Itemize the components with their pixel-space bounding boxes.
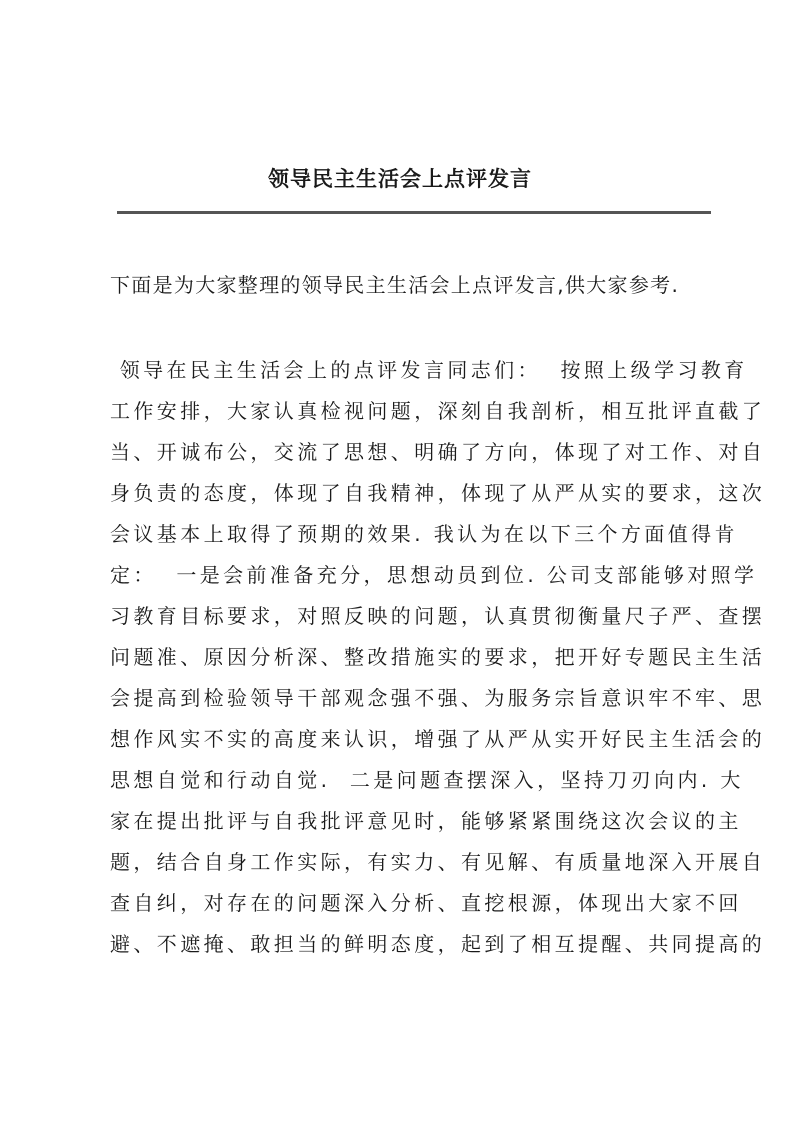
body-line: 避、不遮掩、敢担当的鲜明态度，起到了相互提醒、共同提高的 <box>110 932 766 956</box>
body-line: 定： 一是会前准备充分，思想动员到位. 公司支部能够对照学 <box>110 563 758 587</box>
body-line: 问题准、原因分析深、整改措施实的要求，把开好专题民主生活 <box>110 645 766 669</box>
body-text <box>110 350 766 965</box>
body-line: 领导在民主生活会上的点评发言同志们： 按照上级学习教育 <box>110 358 748 382</box>
body-line: 思想自觉和行动自觉. 二是问题查摆深入，坚持刀刃向内. 大 <box>110 768 744 792</box>
intro-paragraph: 下面是为大家整理的领导民主生活会上点评发言,供大家参考. <box>110 273 680 297</box>
body-line: 家在提出批评与自我批评意见时，能够紧紧围绕这次会议的主 <box>110 809 742 833</box>
body-line: 会提高到检验领导干部观念强不强、为服务宗旨意识牢不牢、思 <box>110 686 766 710</box>
body-line: 想作风实不实的高度来认识，增强了从严从实开好民主生活会的 <box>110 727 766 751</box>
body-line: 工作安排，大家认真检视问题，深刻自我剖析，相互批评直截了 <box>110 399 766 423</box>
body-line: 身负责的态度，体现了自我精神，体现了从严从实的要求，这次 <box>110 481 766 505</box>
body-line: 会议基本上取得了预期的效果. 我认为在以下三个方面值得肯 <box>110 522 738 546</box>
body-line: 题，结合自身工作实际，有实力、有见解、有质量地深入开展自 <box>110 850 766 874</box>
body-line: 当、开诚布公，交流了思想、明确了方向，体现了对工作、对自 <box>110 440 766 464</box>
body-line: 习教育目标要求，对照反映的问题，认真贯彻衡量尺子严、查摆 <box>110 604 766 628</box>
document-title: 领导民主生活会上点评发言 <box>268 166 532 191</box>
title-divider <box>117 211 711 214</box>
body-line: 查自纠，对存在的问题深入分析、直挖根源，体现出大家不回 <box>110 891 742 915</box>
